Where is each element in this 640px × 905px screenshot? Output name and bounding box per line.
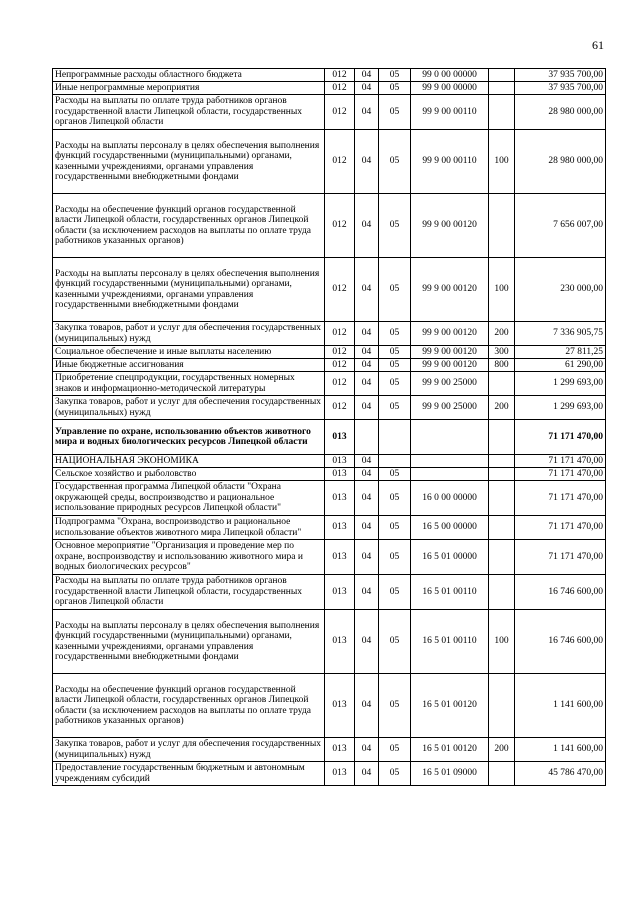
row-name: Расходы на выплаты персоналу в целях обеспечения выполнения функций государственными (муниципальными) органами, казенными учреждениями, органами управления государственными внебюджетными фондами — [53, 258, 325, 322]
table-row — [53, 130, 606, 194]
row-target-code — [411, 455, 489, 468]
row-section-code: 04 — [355, 575, 379, 610]
row-ved-code: 013 — [325, 575, 355, 610]
table-row — [53, 610, 606, 674]
row-expense-type-code — [489, 481, 515, 516]
row-name: Социальное обеспечение и иные выплаты населению — [53, 346, 325, 359]
row-ved-code: 012 — [325, 322, 355, 346]
row-target-code: 99 9 00 00110 — [411, 130, 489, 194]
row-expense-type-code — [489, 455, 515, 468]
row-name: Расходы на обеспечение функций органов государственной власти Липецкой области, государственных органов Липецкой области (за исключением расходов на выплаты по оплате труда работников указанных органов) — [53, 194, 325, 258]
row-name: Сельское хозяйство и рыболовство — [53, 468, 325, 481]
row-ved-code: 012 — [325, 372, 355, 396]
table-row — [53, 95, 606, 130]
table-row — [53, 258, 606, 322]
row-expense-type-code — [489, 468, 515, 481]
row-subsection-code: 05 — [379, 610, 411, 674]
table-row — [53, 194, 606, 258]
row-name: Управление по охране, использованию объектов животного мира и водных биологических ресурсов Липецкой области — [53, 420, 325, 455]
row-name: Иные бюджетные ассигнования — [53, 359, 325, 372]
row-expense-type-code: 100 — [489, 258, 515, 322]
row-target-code: 99 0 00 00000 — [411, 69, 489, 82]
row-name: Непрограммные расходы областного бюджета — [53, 69, 325, 82]
row-expense-type-code — [489, 575, 515, 610]
row-target-code: 99 9 00 00120 — [411, 194, 489, 258]
row-subsection-code: 05 — [379, 396, 411, 420]
row-subsection-code: 05 — [379, 322, 411, 346]
table-row — [53, 346, 606, 359]
row-expense-type-code: 200 — [489, 396, 515, 420]
row-expense-type-code — [489, 420, 515, 455]
row-amount: 71 171 470,00 — [515, 540, 606, 575]
row-target-code: 99 9 00 00110 — [411, 95, 489, 130]
row-section-code: 04 — [355, 322, 379, 346]
row-subsection-code: 05 — [379, 130, 411, 194]
row-target-code: 99 9 00 00000 — [411, 82, 489, 95]
row-name: НАЦИОНАЛЬНАЯ ЭКОНОМИКА — [53, 455, 325, 468]
row-target-code: 99 9 00 25000 — [411, 396, 489, 420]
row-subsection-code: 05 — [379, 69, 411, 82]
row-section-code: 04 — [355, 95, 379, 130]
table-row — [53, 762, 606, 786]
row-section-code: 04 — [355, 194, 379, 258]
row-section-code — [355, 420, 379, 455]
row-expense-type-code — [489, 82, 515, 95]
table-row — [53, 575, 606, 610]
row-amount: 61 290,00 — [515, 359, 606, 372]
row-amount: 16 746 600,00 — [515, 575, 606, 610]
row-section-code: 04 — [355, 346, 379, 359]
row-subsection-code: 05 — [379, 481, 411, 516]
row-target-code — [411, 468, 489, 481]
row-section-code: 04 — [355, 396, 379, 420]
row-expense-type-code: 100 — [489, 610, 515, 674]
row-amount: 28 980 000,00 — [515, 130, 606, 194]
row-ved-code: 013 — [325, 420, 355, 455]
row-expense-type-code — [489, 95, 515, 130]
row-amount: 230 000,00 — [515, 258, 606, 322]
row-target-code: 16 5 00 00000 — [411, 516, 489, 540]
row-amount: 1 299 693,00 — [515, 396, 606, 420]
row-section-code: 04 — [355, 69, 379, 82]
table-row — [53, 359, 606, 372]
row-subsection-code: 05 — [379, 540, 411, 575]
row-target-code: 16 5 01 00110 — [411, 575, 489, 610]
row-name: Иные непрограммные мероприятия — [53, 82, 325, 95]
row-subsection-code — [379, 420, 411, 455]
row-amount: 71 171 470,00 — [515, 420, 606, 455]
row-amount: 71 171 470,00 — [515, 455, 606, 468]
row-name: Закупка товаров, работ и услуг для обеспечения государственных (муниципальных) нужд — [53, 738, 325, 762]
row-section-code: 04 — [355, 455, 379, 468]
row-expense-type-code — [489, 674, 515, 738]
row-expense-type-code: 200 — [489, 738, 515, 762]
row-name: Расходы на выплаты по оплате труда работников органов государственной власти Липецкой области, государственных органов Липецкой области — [53, 575, 325, 610]
row-section-code: 04 — [355, 738, 379, 762]
row-section-code: 04 — [355, 610, 379, 674]
row-amount: 1 141 600,00 — [515, 674, 606, 738]
row-ved-code: 012 — [325, 346, 355, 359]
table-row — [53, 420, 606, 455]
row-ved-code: 012 — [325, 69, 355, 82]
row-name: Расходы на выплаты персоналу в целях обеспечения выполнения функций государственными (муниципальными) органами, казенными учреждениями, органами управления государственными внебюджетными фондами — [53, 130, 325, 194]
row-subsection-code: 05 — [379, 575, 411, 610]
row-subsection-code: 05 — [379, 194, 411, 258]
budget-table — [52, 68, 606, 786]
row-name: Расходы на выплаты по оплате труда работников органов государственной власти Липецкой области, государственных органов Липецкой области — [53, 95, 325, 130]
row-subsection-code: 05 — [379, 82, 411, 95]
row-ved-code: 013 — [325, 540, 355, 575]
row-section-code: 04 — [355, 258, 379, 322]
row-amount: 71 171 470,00 — [515, 516, 606, 540]
row-amount: 28 980 000,00 — [515, 95, 606, 130]
row-target-code: 16 0 00 00000 — [411, 481, 489, 516]
table-row — [53, 468, 606, 481]
row-name: Государственная программа Липецкой области "Охрана окружающей среды, воспроизводство и рациональное использование природных ресурсов Липецкой области" — [53, 481, 325, 516]
row-ved-code: 012 — [325, 130, 355, 194]
row-ved-code: 012 — [325, 258, 355, 322]
row-expense-type-code — [489, 69, 515, 82]
row-subsection-code: 05 — [379, 468, 411, 481]
row-section-code: 04 — [355, 372, 379, 396]
row-ved-code: 012 — [325, 396, 355, 420]
row-amount: 1 141 600,00 — [515, 738, 606, 762]
row-target-code: 99 9 00 00120 — [411, 322, 489, 346]
row-expense-type-code: 800 — [489, 359, 515, 372]
row-ved-code: 013 — [325, 738, 355, 762]
page-number: 61 — [592, 38, 604, 52]
row-expense-type-code — [489, 762, 515, 786]
row-section-code: 04 — [355, 762, 379, 786]
table-row — [53, 69, 606, 82]
row-section-code: 04 — [355, 130, 379, 194]
row-amount: 71 171 470,00 — [515, 481, 606, 516]
row-ved-code: 013 — [325, 516, 355, 540]
row-target-code: 99 9 00 00120 — [411, 359, 489, 372]
row-target-code: 16 5 01 09000 — [411, 762, 489, 786]
row-target-code: 99 9 00 00120 — [411, 258, 489, 322]
row-expense-type-code — [489, 372, 515, 396]
row-target-code: 16 5 01 00120 — [411, 738, 489, 762]
row-target-code: 16 5 01 00110 — [411, 610, 489, 674]
row-amount: 37 935 700,00 — [515, 69, 606, 82]
row-section-code: 04 — [355, 516, 379, 540]
row-amount: 37 935 700,00 — [515, 82, 606, 95]
row-ved-code: 012 — [325, 95, 355, 130]
row-subsection-code: 05 — [379, 95, 411, 130]
row-amount: 7 336 905,75 — [515, 322, 606, 346]
table-row — [53, 372, 606, 396]
row-section-code: 04 — [355, 540, 379, 575]
row-name: Приобретение спецпродукции, государственных номерных знаков и информационно-методической литературы — [53, 372, 325, 396]
row-name: Расходы на обеспечение функций органов государственной власти Липецкой области, государственных органов Липецкой области (за исключением расходов на выплаты по оплате труда работников указанных органов) — [53, 674, 325, 738]
row-expense-type-code: 200 — [489, 322, 515, 346]
row-amount: 45 786 470,00 — [515, 762, 606, 786]
row-subsection-code: 05 — [379, 346, 411, 359]
row-target-code: 99 9 00 25000 — [411, 372, 489, 396]
row-section-code: 04 — [355, 674, 379, 738]
row-subsection-code — [379, 455, 411, 468]
row-target-code: 99 9 00 00120 — [411, 346, 489, 359]
row-expense-type-code — [489, 194, 515, 258]
row-expense-type-code — [489, 516, 515, 540]
row-name: Закупка товаров, работ и услуг для обеспечения государственных (муниципальных) нужд — [53, 396, 325, 420]
table-row — [53, 516, 606, 540]
row-section-code: 04 — [355, 481, 379, 516]
row-subsection-code: 05 — [379, 359, 411, 372]
row-expense-type-code — [489, 540, 515, 575]
row-subsection-code: 05 — [379, 258, 411, 322]
table-row — [53, 481, 606, 516]
row-name: Закупка товаров, работ и услуг для обеспечения государственных (муниципальных) нужд — [53, 322, 325, 346]
row-section-code: 04 — [355, 82, 379, 95]
row-amount: 1 299 693,00 — [515, 372, 606, 396]
row-section-code: 04 — [355, 359, 379, 372]
row-ved-code: 013 — [325, 468, 355, 481]
row-subsection-code: 05 — [379, 372, 411, 396]
row-ved-code: 012 — [325, 359, 355, 372]
row-ved-code: 013 — [325, 481, 355, 516]
table-row — [53, 674, 606, 738]
row-expense-type-code: 300 — [489, 346, 515, 359]
row-name: Основное мероприятие "Организация и проведение мер по охране, воспроизводству и использованию животного мира и водных биологических ресурсов" — [53, 540, 325, 575]
row-section-code: 04 — [355, 468, 379, 481]
row-target-code — [411, 420, 489, 455]
table-row — [53, 738, 606, 762]
row-subsection-code: 05 — [379, 516, 411, 540]
row-subsection-code: 05 — [379, 762, 411, 786]
row-name: Расходы на выплаты персоналу в целях обеспечения выполнения функций государственными (муниципальными) органами, казенными учреждениями, органами управления государственными внебюджетными фондами — [53, 610, 325, 674]
row-target-code: 16 5 01 00000 — [411, 540, 489, 575]
row-target-code: 16 5 01 00120 — [411, 674, 489, 738]
row-ved-code: 013 — [325, 455, 355, 468]
row-ved-code: 012 — [325, 82, 355, 95]
row-ved-code: 013 — [325, 674, 355, 738]
table-row — [53, 396, 606, 420]
table-row — [53, 455, 606, 468]
row-amount: 27 811,25 — [515, 346, 606, 359]
table-row — [53, 322, 606, 346]
row-subsection-code: 05 — [379, 738, 411, 762]
row-subsection-code: 05 — [379, 674, 411, 738]
row-ved-code: 013 — [325, 610, 355, 674]
row-amount: 16 746 600,00 — [515, 610, 606, 674]
row-expense-type-code: 100 — [489, 130, 515, 194]
row-amount: 71 171 470,00 — [515, 468, 606, 481]
row-name: Подпрограмма "Охрана, воспроизводство и рациональное использование объектов животного мира Липецкой области" — [53, 516, 325, 540]
table-row — [53, 82, 606, 95]
row-name: Предоставление государственным бюджетным и автономным учреждениям субсидий — [53, 762, 325, 786]
row-amount: 7 656 007,00 — [515, 194, 606, 258]
row-ved-code: 013 — [325, 762, 355, 786]
row-ved-code: 012 — [325, 194, 355, 258]
table-row — [53, 540, 606, 575]
